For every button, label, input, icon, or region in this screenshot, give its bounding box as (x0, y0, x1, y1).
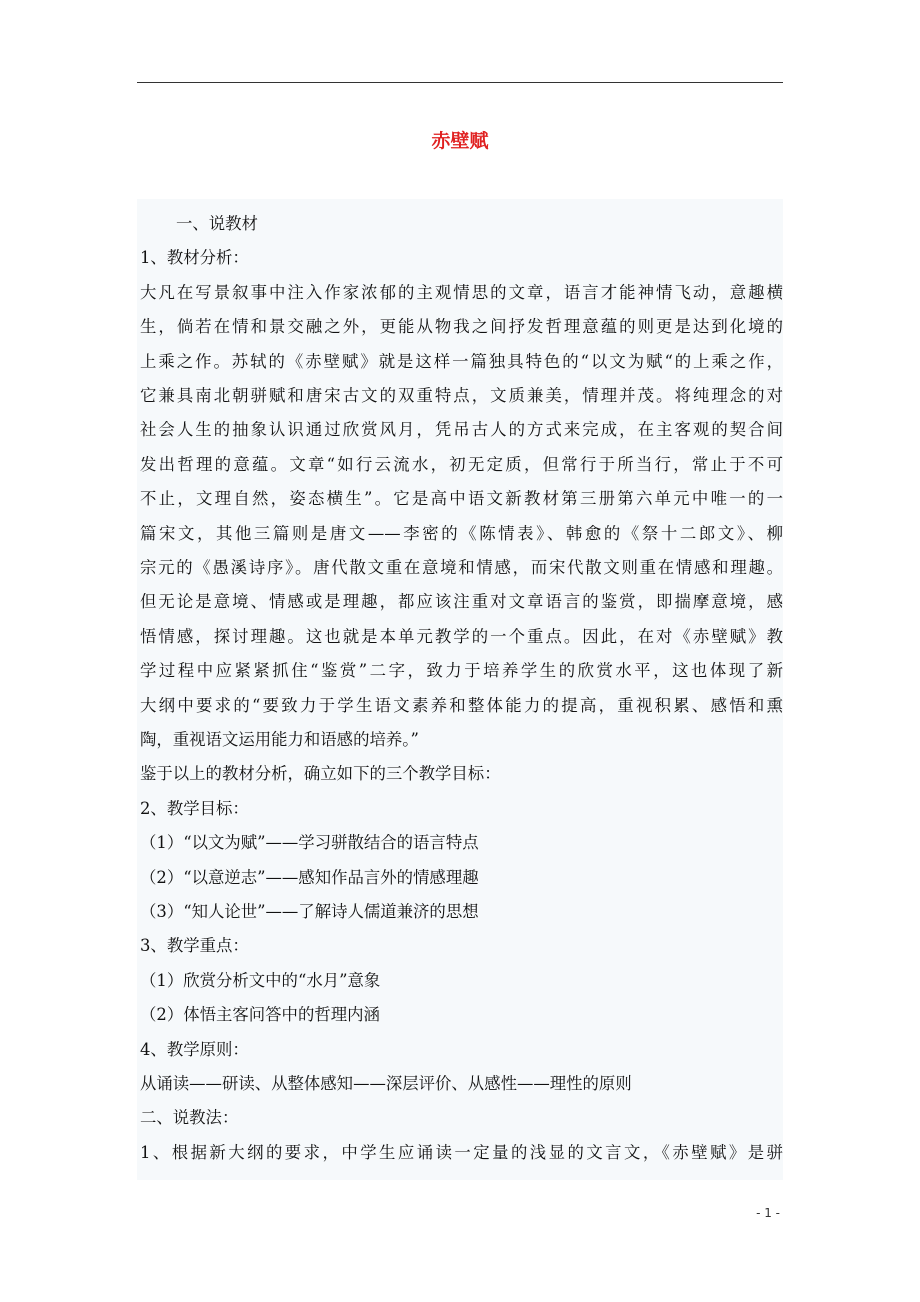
paragraph-line: 发出哲理的意蕴。文章“如行云流水，初无定质，但常行于所当行，常止于不可 (140, 455, 783, 474)
paragraph-line: 宗元的《愚溪诗序》。唐代散文重在意境和情感，而宋代散文则重在情感和理趣。 (140, 558, 783, 577)
paragraph-line: 大纲中要求的“要致力于学生语文素养和整体能力的提高，重视积累、感悟和熏 (140, 696, 783, 715)
page-number: - 1 - (756, 1206, 780, 1220)
list-item: （1）欣赏分析文中的“水月”意象 (140, 971, 381, 990)
paragraph-line: 陶，重视语文运用能力和语感的培养。” (140, 730, 419, 749)
paragraph-line: 生，倘若在情和景交融之外，更能从物我之间抒发哲理意蕴的则更是达到化境的 (140, 317, 783, 336)
subsection-heading: 3、教学重点： (140, 936, 249, 955)
paragraph-line: 从诵读——研读、从整体感知——深层评价、从感性——理性的原则 (140, 1074, 632, 1093)
header-rule (137, 82, 783, 83)
paragraph-line: 但无论是意境、情感或是理趣，都应该注重对文章语言的鉴赏，即揣摩意境，感 (140, 592, 783, 611)
subsection-heading: 2、教学目标： (140, 799, 249, 818)
document-title: 赤壁赋 (431, 130, 489, 152)
paragraph-line: 鉴于以上的教材分析，确立如下的三个教学目标： (140, 764, 501, 783)
paragraph-line: 悟情感，探讨理趣。这也就是本单元教学的一个重点。因此，在对《赤壁赋》教 (140, 627, 783, 646)
section-heading: 一、说教材 (176, 214, 258, 233)
list-item: （2）“以意逆志”——感知作品言外的情感理趣 (140, 868, 479, 887)
list-item: （1）“以文为赋”——学习骈散结合的语言特点 (140, 833, 479, 852)
paragraph-line: 社会人生的抽象认识通过欣赏风月，凭吊古人的方式来完成，在主客观的契合间 (140, 420, 783, 439)
paragraph-line: 篇宋文，其他三篇则是唐文——李密的《陈情表》、韩愈的《祭十二郎文》、柳 (140, 524, 783, 543)
paragraph-line: 学过程中应紧紧抓住“鉴赏”二字，致力于培养学生的欣赏水平，这也体现了新 (140, 661, 783, 680)
subsection-heading: 4、教学原则： (140, 1040, 249, 1059)
section-heading: 二、说教法： (140, 1108, 239, 1127)
paragraph-line: 上乘之作。苏轼的《赤壁赋》就是这样一篇独具特色的“以文为赋“的上乘之作， (140, 352, 783, 371)
list-item: （3）“知人论世”——了解诗人儒道兼济的思想 (140, 902, 479, 921)
list-item: （2）体悟主客问答中的哲理内涵 (140, 1005, 380, 1024)
paragraph-line: 1、根据新大纲的要求，中学生应诵读一定量的浅显的文言文，《赤壁赋》是骈 (140, 1143, 783, 1162)
paragraph-line: 不止，文理自然，姿态横生”。它是高中语文新教材第三册第六单元中唯一的一 (140, 489, 783, 508)
paragraph-line: 它兼具南北朝骈赋和唐宋古文的双重特点，文质兼美，情理并茂。将纯理念的对 (140, 386, 783, 405)
subsection-heading: 1、教材分析： (140, 248, 249, 267)
paragraph-line: 大凡在写景叙事中注入作家浓郁的主观情思的文章，语言才能神情飞动，意趣横 (140, 283, 783, 302)
